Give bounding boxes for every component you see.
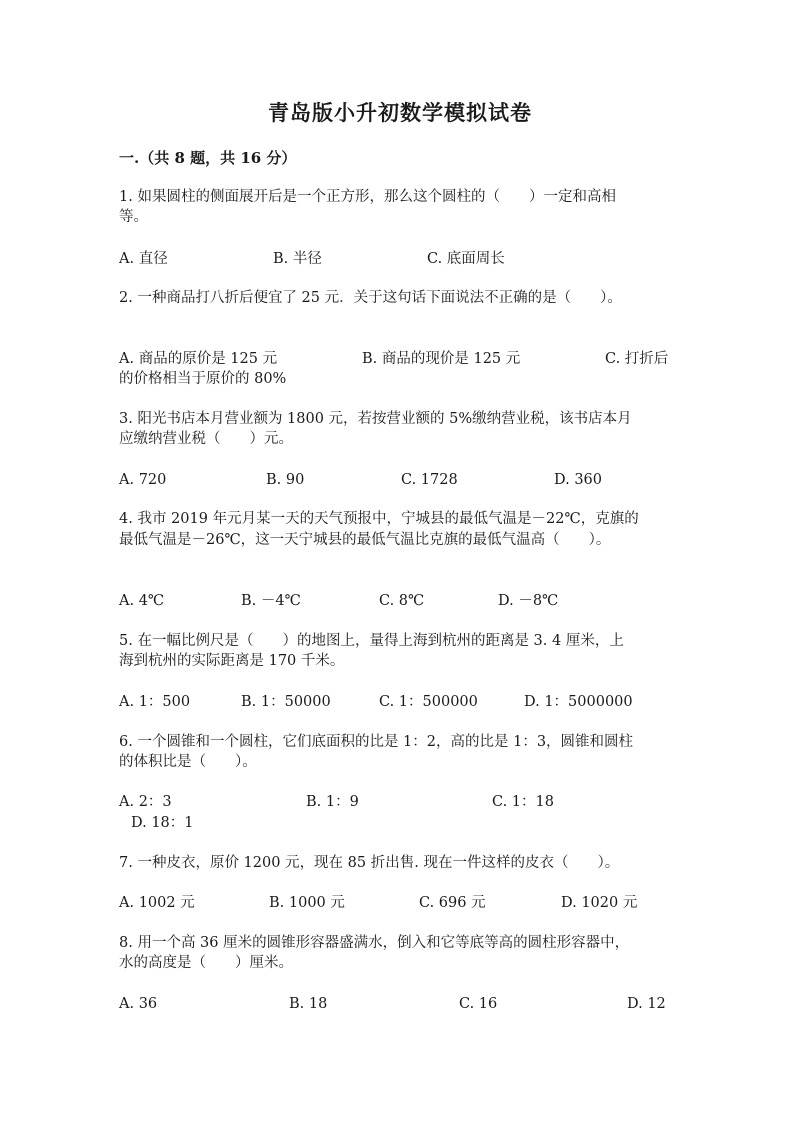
question-text: 6. 一个圆锥和一个圆柱，它们底面积的比是 1：2，高的比是 1：3，圆锥和圆柱 [119,734,634,750]
question-text: 应缴纳营业税（ ）元。 [119,431,293,447]
option-c: C. 8℃ [379,593,425,609]
question-text: 3. 阳光书店本月营业额为 1800 元，若按营业额的 5%缴纳营业税，该书店本月 [119,411,632,427]
option-b: B. 1000 元 [269,895,345,911]
option-a: A. 1：500 [119,694,191,710]
option-d: D. 12 [627,996,666,1012]
question-text: 4. 我市 2019 年元月某一天的天气预报中，宁城县的最低气温是－22℃，克旗的 [119,511,639,527]
option-c: C. 1728 [401,472,458,488]
option-b: B. 商品的现价是 125 元 [362,351,521,367]
option-c: C. 打折后 [605,351,669,367]
option-b: B. 1：9 [306,794,359,810]
option-a: A. 直径 [119,251,168,267]
question-text: 最低气温是－26℃，这一天宁城县的最低气温比克旗的最低气温高（ ）。 [119,532,611,548]
option-a: A. 720 [119,472,167,488]
option-c-continued: 的价格相当于原价的 80% [119,371,287,387]
option-d: D. 360 [554,472,603,488]
option-c: C. 16 [459,996,498,1012]
question-text: 1. 如果圆柱的侧面展开后是一个正方形，那么这个圆柱的（ ）一定和高相 [119,189,616,205]
option-a: A. 2：3 [119,794,172,810]
option-a: A. 1002 元 [119,895,195,911]
option-c: C. 1：18 [492,794,554,810]
option-d: D. 18：1 [131,815,194,831]
option-c: C. 696 元 [419,895,486,911]
question-text: 水的高度是（ ）厘米。 [119,955,293,971]
section-heading: 一.（共 8 题，共 16 分） [119,149,297,167]
option-b: B. 18 [289,996,328,1012]
question-text: 7. 一种皮衣，原价 1200 元，现在 85 折出售. 现在一件这样的皮衣（ ）。 [119,855,620,871]
question-text: 海到杭州的实际距离是 170 千米。 [119,653,345,669]
question-text: 等。 [119,209,148,225]
option-b: B. －4℃ [241,593,301,609]
page-title: 青岛版小升初数学模拟试卷 [268,100,532,125]
option-a: A. 36 [119,996,158,1012]
option-a: A. 商品的原价是 125 元 [119,351,278,367]
option-c: C. 1：500000 [379,694,478,710]
option-d: D. 1020 元 [561,895,638,911]
question-text: 2. 一种商品打八折后便宜了 25 元．关于这句话下面说法不正确的是（ ）。 [119,290,622,306]
option-a: A. 4℃ [119,593,165,609]
question-text: 的体积比是（ ）。 [119,754,257,770]
question-text: 5. 在一幅比例尺是（ ）的地图上，量得上海到杭州的距离是 3. 4 厘米，上 [119,633,624,649]
question-text: 8. 用一个高 36 厘米的圆锥形容器盛满水，倒入和它等底等高的圆柱形容器中， [119,935,630,951]
option-d: D. －8℃ [498,593,559,609]
option-b: B. 1：50000 [241,694,331,710]
option-b: B. 90 [266,472,305,488]
option-d: D. 1：5000000 [524,694,633,710]
option-b: B. 半径 [273,251,322,267]
option-c: C. 底面周长 [427,251,505,267]
